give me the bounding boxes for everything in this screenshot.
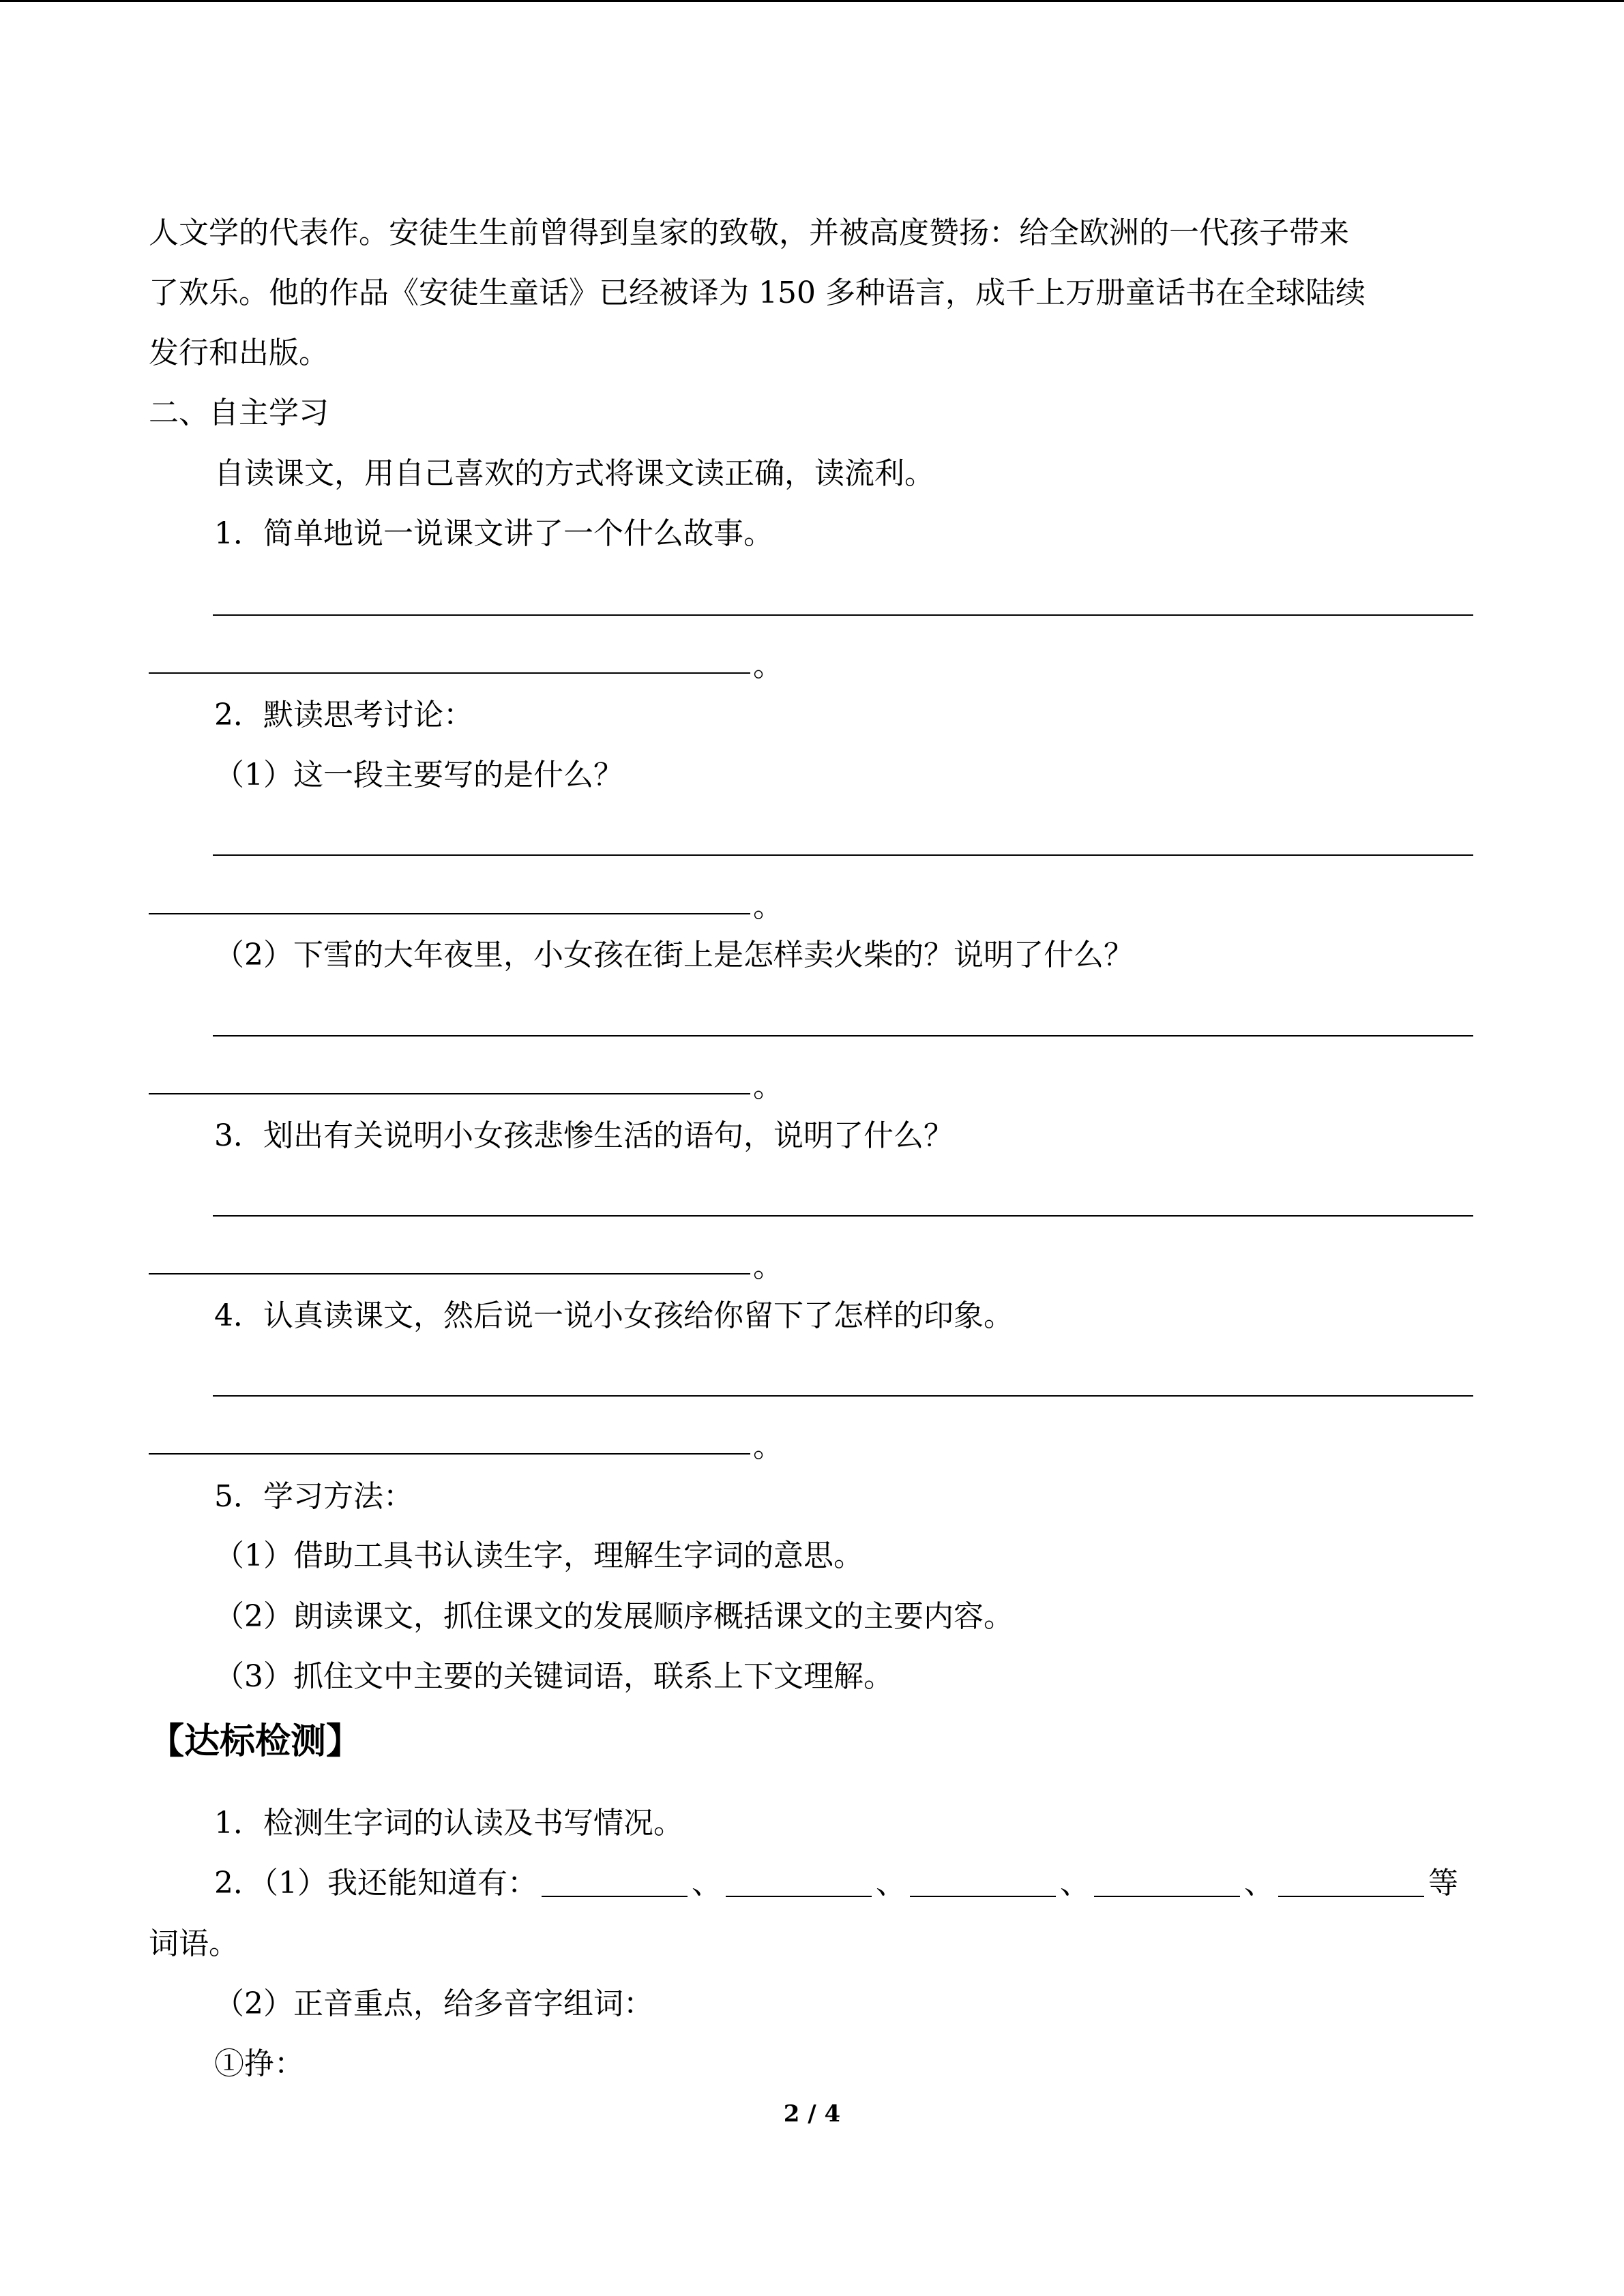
answer-period: 。 — [753, 1069, 783, 1104]
question-1: 1．简单地说一说课文讲了一个什么故事。 — [214, 516, 773, 551]
separator: 、 — [1244, 1866, 1274, 1900]
answer-line[interactable] — [213, 854, 1473, 856]
answer-period: 。 — [753, 1249, 783, 1284]
question-2-2: （2）下雪的大年夜里，小女孩在街上是怎样卖火柴的？说明了什么？ — [214, 938, 1134, 972]
answer-line[interactable] — [149, 1273, 750, 1274]
answer-line[interactable] — [213, 1035, 1473, 1037]
answer-line[interactable] — [149, 1453, 750, 1455]
answer-line[interactable] — [149, 672, 750, 674]
question-2: 2．默读思考讨论： — [214, 698, 473, 732]
fill-blank[interactable] — [726, 1868, 872, 1897]
question-4: 4．认真读课文，然后说一说小女孩给你留下了怎样的印象。 — [214, 1298, 1014, 1333]
fill-blank[interactable] — [542, 1868, 688, 1897]
test-item-2-2-1: ①挣： — [214, 2046, 304, 2081]
question-2-1: （1）这一段主要写的是什么？ — [214, 758, 623, 792]
test-item-2-line — [214, 1864, 1458, 1903]
answer-period: 。 — [753, 1429, 783, 1464]
test-item-2-2: （2）正音重点，给多音字组词： — [214, 1986, 653, 2021]
method-3: （3）抓住文中主要的关键词语，联系上下文理解。 — [214, 1659, 894, 1694]
answer-period: 。 — [753, 889, 783, 924]
answer-line[interactable] — [213, 1215, 1473, 1217]
separator: 、 — [692, 1866, 722, 1900]
test-item-2-prefix: 2．（1）我还能知道有： — [214, 1866, 537, 1900]
answer-line[interactable] — [213, 1395, 1473, 1397]
method-1: （1）借助工具书认读生字，理解生字词的意思。 — [214, 1538, 863, 1573]
intro-line-3: 发行和出版。 — [149, 336, 329, 370]
page-number: 2 / 4 — [783, 2100, 841, 2128]
answer-line[interactable] — [149, 1093, 750, 1094]
test-item-1: 1．检测生字词的认读及书写情况。 — [214, 1806, 683, 1840]
answer-line[interactable] — [149, 913, 750, 914]
intro-line-2: 了欢乐。他的作品《安徒生童话》已经被译为 150 多种语言，成千上万册童话书在全球陆续 — [149, 275, 1365, 310]
separator: 、 — [1060, 1866, 1090, 1900]
question-5: 5．学习方法： — [214, 1479, 413, 1514]
method-2: （2）朗读课文，抓住课文的发展顺序概括课文的主要内容。 — [214, 1599, 1014, 1634]
answer-line[interactable] — [213, 614, 1473, 616]
self-study-instruction: 自读课文，用自己喜欢的方式将课文读正确，读流利。 — [214, 456, 934, 491]
fill-blank[interactable] — [1278, 1868, 1424, 1897]
separator: 、 — [876, 1866, 906, 1900]
answer-period: 。 — [753, 648, 783, 683]
question-3: 3．划出有关说明小女孩悲惨生活的语句，说明了什么？ — [214, 1118, 954, 1153]
self-study-heading: 二、自主学习 — [149, 396, 329, 430]
test-item-2-suffix: 等 — [1428, 1866, 1458, 1900]
fill-blank[interactable] — [1094, 1868, 1240, 1897]
test-heading: 【达标检测】 — [149, 1721, 362, 1762]
fill-blank[interactable] — [910, 1868, 1056, 1897]
test-item-2-continuation: 词语。 — [149, 1926, 239, 1961]
top-border — [0, 0, 1624, 2]
intro-line-1: 人文学的代表作。安徒生生前曾得到皇家的致敬，并被高度赞扬：给全欧洲的一代孩子带来 — [149, 215, 1349, 250]
